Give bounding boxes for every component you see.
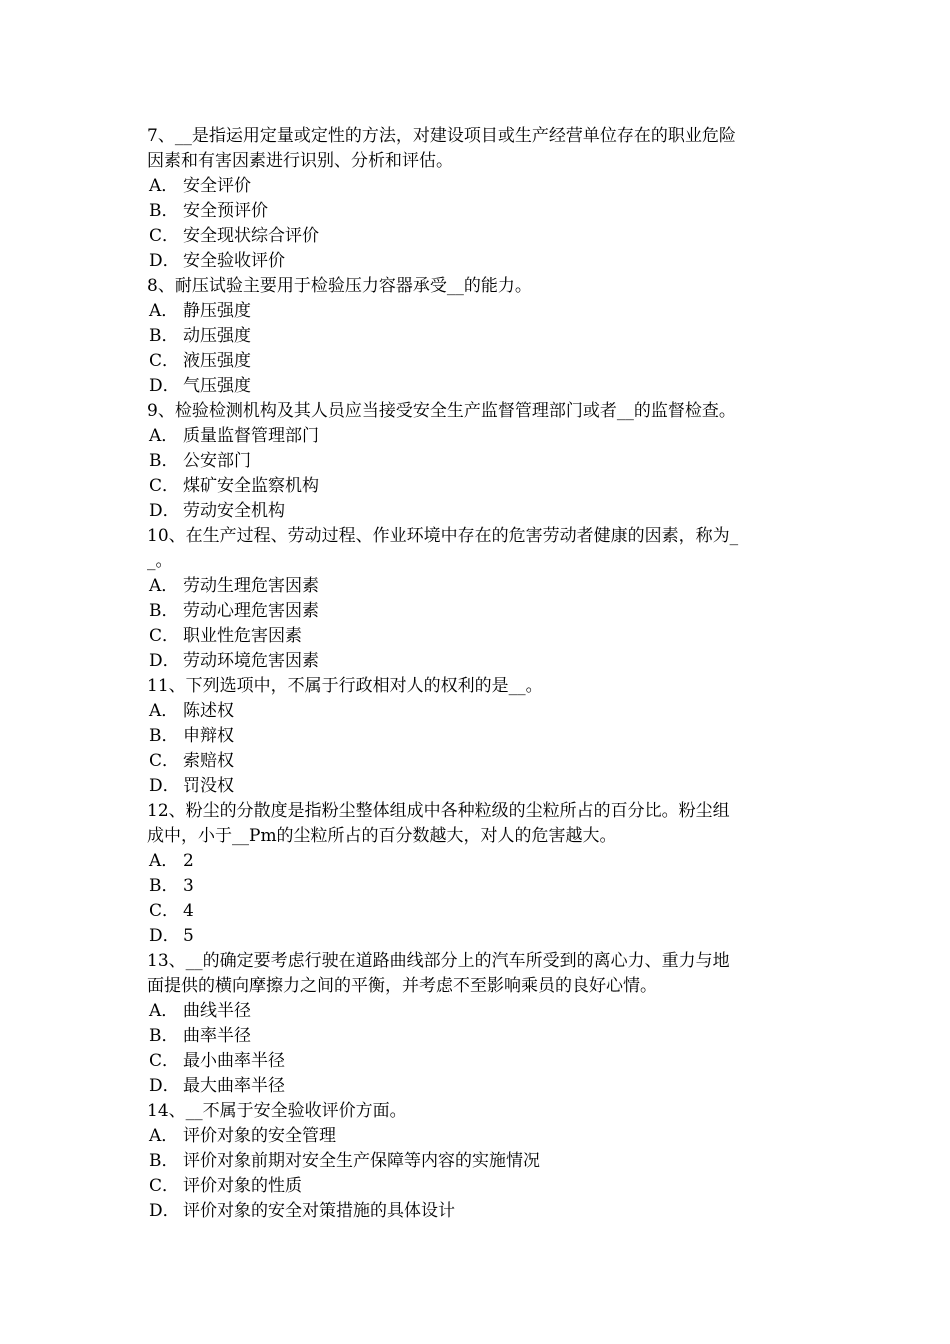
option-d	[147, 924, 817, 949]
option-a	[147, 1124, 817, 1149]
question-text-line: 成中，小于__Pm的尘粒所占的百分数越大，对人的危害越大。	[147, 826, 617, 846]
option-c	[147, 224, 817, 249]
question-text-line: _。	[147, 551, 173, 571]
option-text: 评价对象的性质	[183, 1176, 302, 1196]
option-text: 安全预评价	[183, 201, 268, 221]
option-letter: B．	[149, 201, 179, 221]
option-text: 劳动环境危害因素	[183, 651, 319, 671]
option-letter: D．	[149, 376, 180, 396]
option-b	[147, 1024, 817, 1049]
option-letter: D．	[149, 501, 180, 521]
question-text-line: 8、耐压试验主要用于检验压力容器承受__的能力。	[147, 276, 532, 296]
option-d	[147, 374, 817, 399]
option-letter: A．	[149, 576, 179, 596]
option-letter: B．	[149, 451, 179, 471]
option-letter: A．	[149, 701, 179, 721]
option-letter: D．	[149, 251, 180, 271]
option-text: 质量监督管理部门	[183, 426, 319, 446]
option-text: 4	[183, 901, 194, 921]
question-block	[147, 274, 817, 399]
option-b	[147, 599, 817, 624]
option-c	[147, 899, 817, 924]
option-text: 液压强度	[183, 351, 251, 371]
option-letter: A．	[149, 176, 179, 196]
question-text-line: 7、__是指运用定量或定性的方法，对建设项目或生产经营单位存在的职业危险	[147, 126, 736, 146]
option-b	[147, 724, 817, 749]
option-letter: D．	[149, 776, 180, 796]
option-c	[147, 1174, 817, 1199]
option-b	[147, 199, 817, 224]
option-letter: A．	[149, 426, 179, 446]
option-text: 3	[183, 876, 194, 896]
question-block	[147, 124, 817, 274]
option-text: 申辩权	[183, 726, 234, 746]
option-d	[147, 774, 817, 799]
option-letter: C．	[149, 351, 180, 371]
option-letter: D．	[149, 1201, 180, 1221]
option-text: 曲率半径	[183, 1026, 251, 1046]
option-letter: B．	[149, 876, 179, 896]
option-c	[147, 749, 817, 774]
question-block	[147, 949, 817, 1099]
option-text: 气压强度	[183, 376, 251, 396]
option-text: 最小曲率半径	[183, 1051, 285, 1071]
option-text: 安全验收评价	[183, 251, 285, 271]
option-text: 职业性危害因素	[183, 626, 302, 646]
option-b	[147, 449, 817, 474]
option-text: 罚没权	[183, 776, 234, 796]
document-page	[147, 124, 817, 1224]
option-letter: D．	[149, 926, 180, 946]
option-a	[147, 424, 817, 449]
question-block	[147, 399, 817, 524]
option-d	[147, 1199, 817, 1224]
option-a	[147, 999, 817, 1024]
option-letter: C．	[149, 901, 180, 921]
option-a	[147, 849, 817, 874]
question-text-line: 13、__的确定要考虑行驶在道路曲线部分上的汽车所受到的离心力、重力与地	[147, 951, 730, 971]
option-b	[147, 874, 817, 899]
option-text: 安全现状综合评价	[183, 226, 319, 246]
option-a	[147, 699, 817, 724]
option-text: 陈述权	[183, 701, 234, 721]
option-d	[147, 499, 817, 524]
option-text: 静压强度	[183, 301, 251, 321]
option-text: 5	[183, 926, 194, 946]
option-text: 评价对象的安全对策措施的具体设计	[183, 1201, 455, 1221]
option-letter: A．	[149, 1126, 179, 1146]
question-text-line: 10、在生产过程、劳动过程、作业环境中存在的危害劳动者健康的因素，称为_	[147, 526, 739, 546]
option-letter: A．	[149, 851, 179, 871]
option-a	[147, 174, 817, 199]
option-letter: C．	[149, 751, 180, 771]
option-b	[147, 324, 817, 349]
option-letter: C．	[149, 476, 180, 496]
question-block	[147, 1099, 817, 1224]
option-letter: C．	[149, 1176, 180, 1196]
option-text: 评价对象前期对安全生产保障等内容的实施情况	[183, 1151, 540, 1171]
option-text: 公安部门	[183, 451, 251, 471]
option-text: 曲线半径	[183, 1001, 251, 1021]
option-letter: B．	[149, 326, 179, 346]
option-letter: B．	[149, 726, 179, 746]
option-text: 最大曲率半径	[183, 1076, 285, 1096]
option-c	[147, 474, 817, 499]
option-letter: B．	[149, 601, 179, 621]
option-letter: C．	[149, 626, 180, 646]
option-text: 劳动心理危害因素	[183, 601, 319, 621]
option-text: 2	[183, 851, 194, 871]
option-text: 劳动安全机构	[183, 501, 285, 521]
option-c	[147, 624, 817, 649]
option-c	[147, 1049, 817, 1074]
option-text: 劳动生理危害因素	[183, 576, 319, 596]
option-c	[147, 349, 817, 374]
option-text: 索赔权	[183, 751, 234, 771]
option-letter: B．	[149, 1026, 179, 1046]
option-d	[147, 249, 817, 274]
option-a	[147, 574, 817, 599]
question-text-line: 14、__不属于安全验收评价方面。	[147, 1101, 407, 1121]
option-text: 煤矿安全监察机构	[183, 476, 319, 496]
option-d	[147, 649, 817, 674]
option-a	[147, 299, 817, 324]
option-letter: A．	[149, 1001, 179, 1021]
option-letter: A．	[149, 301, 179, 321]
option-letter: B．	[149, 1151, 179, 1171]
option-letter: D．	[149, 651, 180, 671]
question-block	[147, 799, 817, 949]
option-letter: C．	[149, 1051, 180, 1071]
question-text-line: 因素和有害因素进行识别、分析和评估。	[147, 151, 453, 171]
option-text: 评价对象的安全管理	[183, 1126, 336, 1146]
option-text: 安全评价	[183, 176, 251, 196]
option-letter: D．	[149, 1076, 180, 1096]
question-text-line: 12、粉尘的分散度是指粉尘整体组成中各种粒级的尘粒所占的百分比。粉尘组	[147, 801, 730, 821]
question-text-line: 9、检验检测机构及其人员应当接受安全生产监督管理部门或者__的监督检查。	[147, 401, 736, 421]
question-text-line: 11、下列选项中，不属于行政相对人的权利的是__。	[147, 676, 543, 696]
question-block	[147, 524, 817, 674]
option-d	[147, 1074, 817, 1099]
option-text: 动压强度	[183, 326, 251, 346]
question-text-line: 面提供的横向摩擦力之间的平衡，并考虑不至影响乘员的良好心情。	[147, 976, 657, 996]
option-b	[147, 1149, 817, 1174]
option-letter: C．	[149, 226, 180, 246]
question-block	[147, 674, 817, 799]
